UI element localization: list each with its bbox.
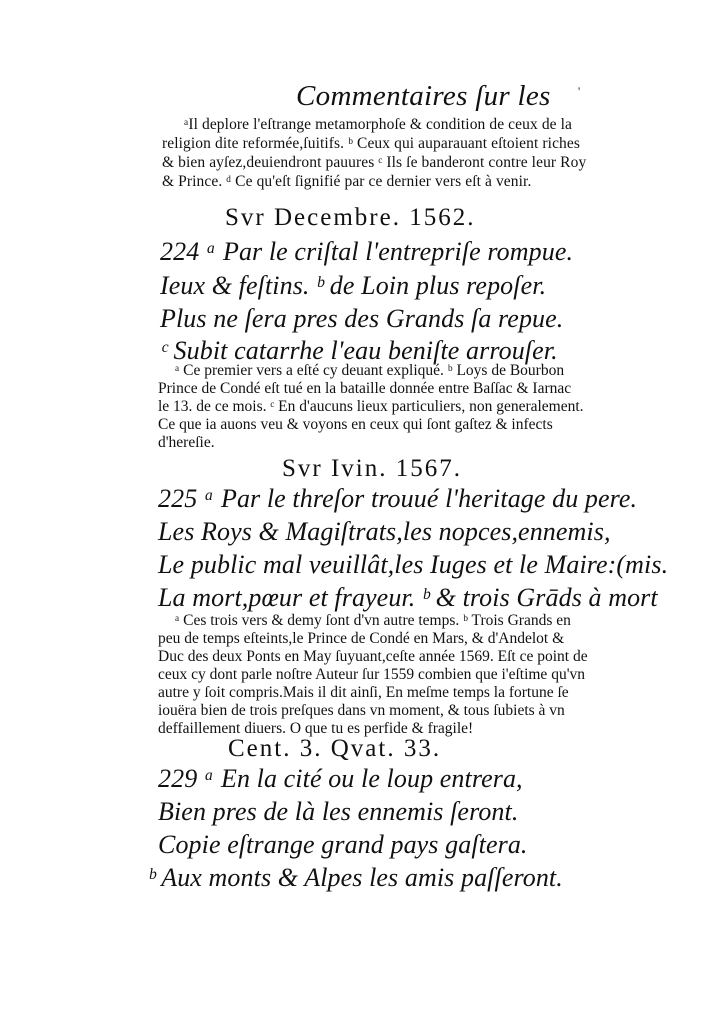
- section-heading-decembre: Svr Decembre. 1562.: [225, 204, 476, 231]
- section-heading-ivin: Svr Ivin. 1567.: [282, 455, 462, 482]
- margin-mark: ': [578, 84, 581, 98]
- note-225-line-5: autre y ſoit compris.Mais il dit ainſi, En meſme temps la fortune ſe: [158, 684, 569, 701]
- note-224-line-2: Prince de Condé eſt tué en la bataille donnée entre Baſſac & Iarnac: [158, 380, 572, 397]
- verse-225-line-4: La mort,pœur et frayeur. ᵇ & trois Grāds à mort: [158, 583, 658, 612]
- verse-224-line-4: ᶜ Subit catarrhe l'eau beniſte arrouſer.: [160, 336, 558, 365]
- running-head: Commentaires ſur les: [296, 80, 551, 112]
- verse-229-line-4: ᵇ Aux monts & Alpes les amis paſſeront.: [148, 863, 563, 892]
- verse-229-line-3: Copie eſtrange grand pays gaſtera.: [158, 830, 528, 859]
- note-224-line-1: ᵃ Ce premier vers a eſté cy deuant expliqué. ᵇ Loys de Bourbon: [175, 362, 565, 379]
- note-225-line-3: Duc des deux Ponts en May ſuyuant,ceſte année 1569. Eſt ce point de: [158, 648, 588, 665]
- verse-229-line-1: 229 ᵃ En la cité ou le loup entrera,: [158, 764, 523, 793]
- note-224-line-3: le 13. de ce mois. ᶜ En d'aucuns lieux particuliers, non generalement.: [158, 398, 584, 415]
- verse-225-line-1: 225 ᵃ Par le threſor trouué l'heritage du pere.: [158, 484, 638, 513]
- note-225-line-4: ceux cy dont parle noſtre Auteur ſur 1559 combien que i'eſtime qu'vn: [158, 666, 585, 683]
- note-224-line-5: d'hereſie.: [158, 434, 215, 451]
- intro-commentary-line-3: & bien ayſez,deuiendront pauures ᶜ Ils ſe banderont contre leur Roy: [162, 154, 587, 171]
- verse-229-line-2: Bien pres de là les ennemis ſeront.: [158, 797, 519, 826]
- note-225-line-7: deffaillement diuers. O que tu es perfide & fragile!: [158, 720, 474, 737]
- verse-225-line-2: Les Roys & Magiſtrats,les nopces,ennemis,: [158, 517, 611, 546]
- verse-224-line-2: Ieux & feſtins. ᵇ de Loin plus repoſer.: [160, 271, 547, 300]
- note-225-line-6: iouëra bien de trois preſques dans vn moment, & tous ſubiets à vn: [158, 702, 565, 719]
- intro-commentary-line-4: & Prince. ᵈ Ce qu'eſt ſignifié par ce dernier vers eſt à venir.: [162, 173, 532, 190]
- note-224-line-4: Ce que ia auons veu & voyons en ceux qui ſont gaſtez & infects: [158, 416, 553, 433]
- verse-225-line-3: Le public mal veuillât,les Iuges et le Maire:(mis.: [158, 550, 669, 579]
- intro-commentary-line-1: ᵃIl deplore l'eſtrange metamorphoſe & condition de ceux de la: [184, 116, 573, 133]
- section-heading-cent-3: Cent. 3. Qvat. 33.: [228, 735, 442, 762]
- intro-commentary-line-2: religion dite reformée,ſuitifs. ᵇ Ceux qui auparauant eſtoient riches: [162, 135, 581, 152]
- note-225-line-1: ᵃ Ces trois vers & demy ſont d'vn autre temps. ᵇ Trois Grands en: [175, 612, 571, 629]
- note-225-line-2: peu de temps eſteints,le Prince de Condé en Mars, & d'Andelot &: [158, 630, 565, 647]
- verse-224-line-3: Plus ne ſera pres des Grands ſa repue.: [160, 304, 564, 333]
- verse-224-line-1: 224 ᵃ Par le criſtal l'entrepriſe rompue.: [160, 237, 574, 266]
